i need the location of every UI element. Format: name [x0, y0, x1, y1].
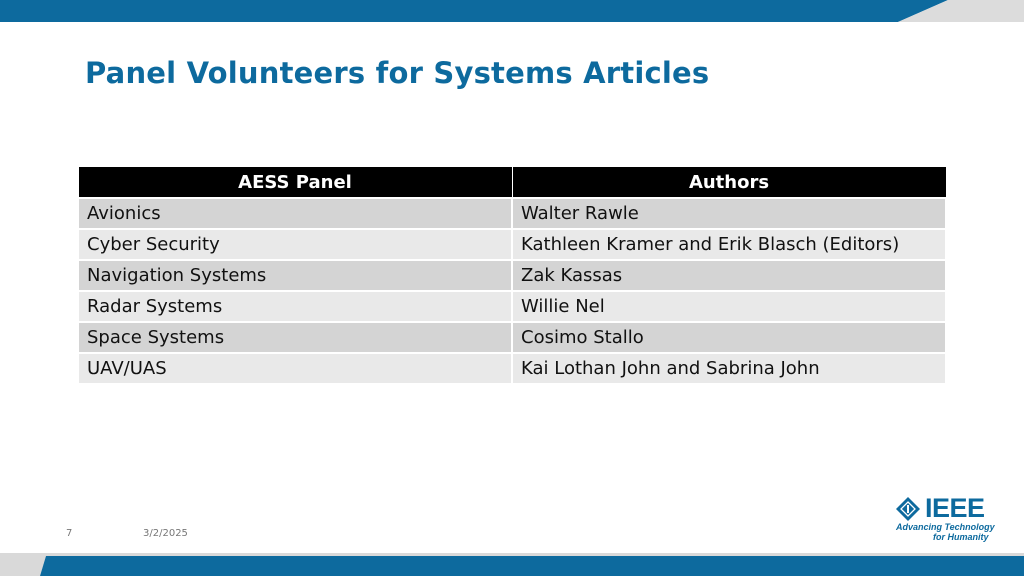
authors-cell: Kai Lothan John and Sabrina John	[512, 353, 946, 384]
top-decorative-band	[0, 0, 1024, 22]
table-row	[78, 291, 946, 322]
authors-cell: Zak Kassas	[512, 260, 946, 291]
table-row	[78, 322, 946, 353]
logo-tagline-line1: Advancing Technology	[896, 522, 995, 532]
authors-cell: Willie Nel	[512, 291, 946, 322]
panel-cell: Radar Systems	[78, 291, 512, 322]
panel-cell: Avionics	[78, 198, 512, 229]
slide-date: 3/2/2025	[143, 528, 188, 539]
logo-tagline-line2: for Humanity	[933, 532, 989, 542]
panel-cell: Navigation Systems	[78, 260, 512, 291]
panel-cell: Cyber Security	[78, 229, 512, 260]
panel-cell: Space Systems	[78, 322, 512, 353]
panel-cell: UAV/UAS	[78, 353, 512, 384]
logo-wordmark: IEEE	[925, 493, 985, 523]
column-header-authors: Authors	[512, 167, 946, 199]
authors-cell: Walter Rawle	[512, 198, 946, 229]
ieee-diamond-icon	[895, 496, 929, 522]
page-title: Panel Volunteers for Systems Articles	[85, 56, 710, 90]
table-row	[78, 353, 946, 384]
table-row	[78, 260, 946, 291]
panel-table	[77, 166, 947, 385]
table-row	[78, 229, 946, 260]
column-header-panel: AESS Panel	[78, 167, 512, 199]
authors-cell: Kathleen Kramer and Erik Blasch (Editors)	[512, 229, 946, 260]
ieee-logo	[895, 494, 1005, 542]
bottom-decorative-band	[0, 546, 1024, 576]
table-row	[78, 198, 946, 229]
table-header-row	[78, 167, 946, 199]
slide-number: 7	[66, 528, 73, 539]
authors-cell: Cosimo Stallo	[512, 322, 946, 353]
